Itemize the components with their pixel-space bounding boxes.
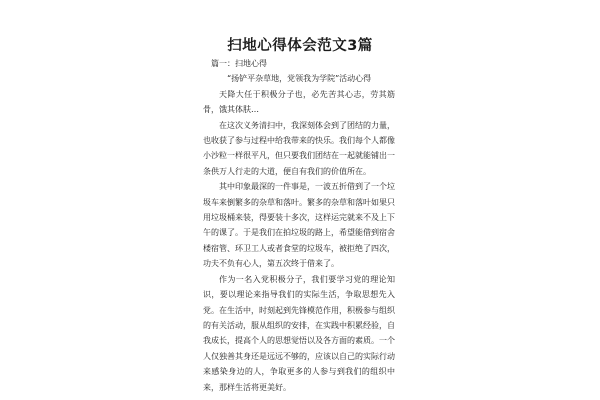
paragraph: 在这次义务清扫中，我深刻体会到了团结的力量，也收获了参与过程中给我带来的快乐。我们每个人都像小沙粒一样很平凡，但只要我们团结在一起就能铺出一条供万人行走的大道，便自有我们的价值所在。 (203, 120, 395, 176)
paragraph: 天降大任于积极分子也，必先苦其心志，劳其筋骨，饿其体肤… (203, 89, 395, 115)
paragraph: 其中印象最深的一件事是，一波五折借到了一个垃圾车来倒繁多的杂草和落叶。繁多的杂草和落叶如果只用垃圾桶来装，得要装十多次，这样运完就来不及上下午的课了。于是我们在拍垃圾的路上，希望能借到宿舍楼宿管、环卫工人或者食堂的垃圾车，被拒绝了四次，功夫不负有心人，第五次终于借来了。 (203, 182, 395, 269)
document-title: 扫地心得体会范文3篇 (227, 38, 373, 54)
document-body (203, 56, 395, 395)
section-heading: 篇一：扫地心得 (211, 59, 267, 68)
paragraph: 作为一名入党积极分子，我们要学习党的理论知识，要以理论来指导我们的实际生活，争取思想先入党。在生活中，时刻起到先锋模范作用，积极参与组织的有关活动，服从组织的安排，在实践中积累经验，自我成长，提高个人的思想觉悟以及各方面的素质。一个人仅独善其身还是远远不够的，应该以自己的实际行动来感染身边的人，争取更多的人参与到我们的组织中来，那样生活将更美好。 (203, 274, 395, 392)
activity-subtitle: “扬铲平杂草地，党领我为学院”活动心得 (227, 74, 372, 84)
